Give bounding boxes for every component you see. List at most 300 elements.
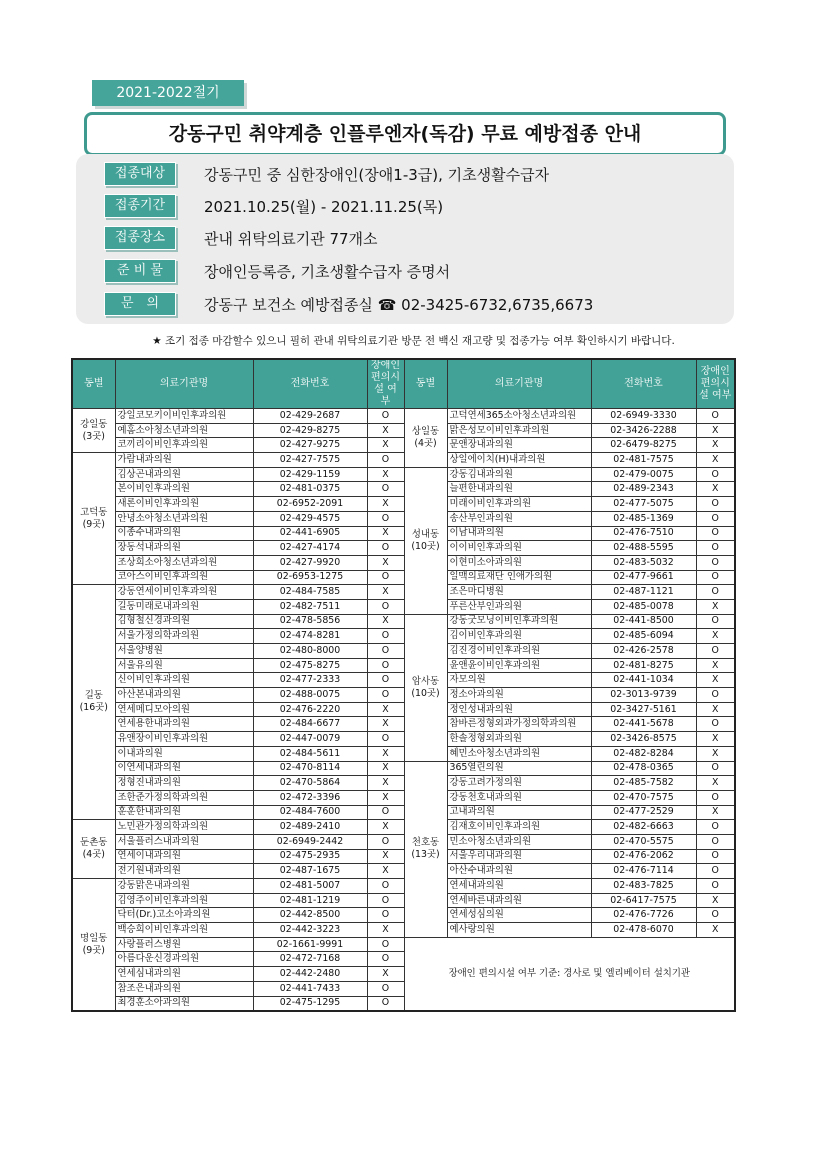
clinic-phone: 02-484-6677	[253, 717, 367, 732]
table-row	[72, 541, 735, 556]
clinic-phone: 02-485-0078	[591, 599, 696, 614]
clinic-phone: 02-442-3223	[253, 923, 367, 938]
clinic-name: 예사랑의원	[447, 923, 591, 938]
clinic-name: 혜민소아청소년과의원	[447, 746, 591, 761]
clinic-name: 윤앤윤이비인후과의원	[447, 658, 591, 673]
accessible-flag: O	[367, 511, 404, 526]
clinic-phone: 02-489-2343	[591, 482, 696, 497]
accessible-flag: X	[696, 923, 735, 938]
clinic-name: 조한준가정의학과의원	[115, 790, 253, 805]
table-row	[72, 908, 735, 923]
clinic-name: 연세심내과의원	[115, 967, 253, 982]
accessible-flag: O	[696, 864, 735, 879]
clinic-name: 백승희이비인후과의원	[115, 923, 253, 938]
clinic-name: 김상곤내과의원	[115, 467, 253, 482]
accessible-flag: O	[696, 717, 735, 732]
accessible-flag: X	[696, 482, 735, 497]
accessible-flag: O	[367, 673, 404, 688]
clinic-phone: 02-6952-2091	[253, 497, 367, 512]
accessible-flag: O	[367, 541, 404, 556]
dong-cell: 길동 (16곳)	[72, 585, 115, 820]
clinic-phone: 02-487-1675	[253, 864, 367, 879]
footnote-cell: 장애인 편의시설 여부 기준: 경사로 및 엘리베이터 설치기관	[404, 937, 735, 1011]
notice-text: ★ 조기 접종 마감할수 있으니 필히 관내 위탁의료기관 방문 전 백신 재고량 및 접종가능 여부 확인하시기 바랍니다.	[152, 335, 675, 347]
table-row	[72, 673, 735, 688]
clinic-name: 연세용한내과의원	[115, 717, 253, 732]
accessible-flag: X	[696, 893, 735, 908]
accessible-flag: X	[367, 585, 404, 600]
accessible-flag: X	[367, 702, 404, 717]
clinic-name: 푸른산부인과의원	[447, 599, 591, 614]
accessible-flag: X	[367, 776, 404, 791]
clinic-phone: 02-475-1295	[253, 996, 367, 1011]
table-row	[72, 732, 735, 747]
info-label: 문 의	[104, 292, 176, 316]
accessible-flag: X	[696, 423, 735, 438]
accessible-flag: O	[367, 805, 404, 820]
header-accessible: 장애인편의시설 여부	[696, 359, 735, 409]
clinic-name: 최경훈소아과의원	[115, 996, 253, 1011]
clinic-name: 문앤장내과의원	[447, 438, 591, 453]
accessible-flag: O	[367, 482, 404, 497]
table-row	[72, 555, 735, 570]
clinic-name: 연세메디모아의원	[115, 702, 253, 717]
accessible-flag: O	[696, 541, 735, 556]
clinic-phone: 02-485-1369	[591, 511, 696, 526]
accessible-flag: O	[696, 614, 735, 629]
clinic-phone: 02-481-5007	[253, 879, 367, 894]
clinic-name: 이남내과의원	[447, 526, 591, 541]
accessible-flag: X	[367, 746, 404, 761]
accessible-flag: O	[367, 453, 404, 468]
clinic-name: 강동김내과의원	[447, 467, 591, 482]
clinic-phone: 02-475-2935	[253, 849, 367, 864]
accessible-flag: O	[367, 908, 404, 923]
clinic-phone: 02-481-0375	[253, 482, 367, 497]
clinic-name: 훈훈한내과의원	[115, 805, 253, 820]
table-row	[72, 614, 735, 629]
table-row	[72, 834, 735, 849]
dong-cell: 천호동 (13곳)	[404, 761, 447, 937]
accessible-flag: X	[367, 423, 404, 438]
clinic-phone: 02-479-0075	[591, 467, 696, 482]
accessible-flag: X	[696, 702, 735, 717]
clinic-phone: 02-6479-8275	[591, 438, 696, 453]
clinic-name: 강동천호내과의원	[447, 790, 591, 805]
accessible-flag: O	[367, 570, 404, 585]
clinic-name: 서울가정의학과의원	[115, 629, 253, 644]
accessible-flag: X	[696, 805, 735, 820]
table-row	[72, 453, 735, 468]
table-row	[72, 820, 735, 835]
clinic-phone: 02-442-2480	[253, 967, 367, 982]
accessible-flag: X	[367, 526, 404, 541]
clinic-name: 고내과의원	[447, 805, 591, 820]
clinic-phone: 02-470-7575	[591, 790, 696, 805]
info-row-period	[104, 190, 443, 222]
clinic-phone: 02-441-7433	[253, 981, 367, 996]
clinic-phone: 02-427-7575	[253, 453, 367, 468]
table-row	[72, 717, 735, 732]
clinic-name: 강동굿모닝이비인후과의원	[447, 614, 591, 629]
accessible-flag: O	[367, 952, 404, 967]
clinic-phone: 02-427-9920	[253, 555, 367, 570]
info-value: 강동구민 중 심한장애인(장애1-3급), 기초생활수급자	[204, 165, 550, 184]
clinic-phone: 02-429-1159	[253, 467, 367, 482]
header-dong: 동별	[404, 359, 447, 409]
accessible-flag: O	[367, 937, 404, 952]
accessible-flag: O	[696, 555, 735, 570]
clinic-phone: 02-427-9275	[253, 438, 367, 453]
accessible-flag: O	[367, 629, 404, 644]
clinic-phone: 02-3426-2288	[591, 423, 696, 438]
dong-cell: 강일동 (3곳)	[72, 409, 115, 453]
clinic-name: 전기원내과의원	[115, 864, 253, 879]
accessible-flag: X	[696, 599, 735, 614]
table-row	[72, 423, 735, 438]
clinic-phone: 02-476-2062	[591, 849, 696, 864]
dong-cell: 암사동 (10곳)	[404, 614, 447, 761]
clinic-phone: 02-429-4575	[253, 511, 367, 526]
accessible-flag: O	[696, 820, 735, 835]
clinic-name: 조상희소아청소년과의원	[115, 555, 253, 570]
accessible-flag: O	[367, 981, 404, 996]
clinic-phone: 02-478-6070	[591, 923, 696, 938]
header-clinic: 의료기관명	[447, 359, 591, 409]
clinic-phone: 02-441-6905	[253, 526, 367, 541]
header-dong: 동별	[72, 359, 115, 409]
dong-cell: 둔촌동 (4곳)	[72, 820, 115, 879]
clinic-name: 상일에이치(H)내과의원	[447, 453, 591, 468]
clinic-name: 본이비인후과의원	[115, 482, 253, 497]
clinic-phone: 02-6953-1275	[253, 570, 367, 585]
clinic-phone: 02-481-8275	[591, 658, 696, 673]
clinic-name: 서울우리내과의원	[447, 849, 591, 864]
accessible-flag: X	[367, 864, 404, 879]
clinic-name: 미래이비인후과의원	[447, 497, 591, 512]
clinic-name: 강동맑은내과의원	[115, 879, 253, 894]
clinic-phone: 02-481-1219	[253, 893, 367, 908]
clinic-name: 이내과의원	[115, 746, 253, 761]
accessible-flag: O	[696, 585, 735, 600]
accessible-flag: X	[696, 629, 735, 644]
accessible-flag: O	[367, 409, 404, 424]
clinic-name: 연세내과의원	[447, 879, 591, 894]
accessible-flag: X	[367, 467, 404, 482]
clinic-name: 고덕연세365소아청소년과의원	[447, 409, 591, 424]
info-row-target	[104, 158, 549, 190]
table-row	[72, 497, 735, 512]
clinic-phone: 02-476-2220	[253, 702, 367, 717]
clinic-phone: 02-476-7114	[591, 864, 696, 879]
table-row	[72, 511, 735, 526]
clinic-phone: 02-476-7726	[591, 908, 696, 923]
clinic-phone: 02-447-0079	[253, 732, 367, 747]
clinic-name: 안녕소아청소년과의원	[115, 511, 253, 526]
clinic-name: 민소아청소년과의원	[447, 834, 591, 849]
accessible-flag: O	[367, 599, 404, 614]
clinic-phone: 02-488-0075	[253, 688, 367, 703]
accessible-flag: O	[696, 849, 735, 864]
clinic-name: 연세성심의원	[447, 908, 591, 923]
clinic-phone: 02-472-3396	[253, 790, 367, 805]
info-label: 준 비 물	[104, 259, 176, 283]
clinic-phone: 02-482-7511	[253, 599, 367, 614]
clinic-phone: 02-485-7582	[591, 776, 696, 791]
table-row	[72, 937, 735, 952]
accessible-flag: X	[696, 776, 735, 791]
table-row	[72, 702, 735, 717]
accessible-flag: X	[367, 497, 404, 512]
info-label: 접종장소	[104, 226, 176, 250]
clinic-phone: 02-477-2529	[591, 805, 696, 820]
dong-cell: 명일동 (9곳)	[72, 879, 115, 1012]
clinic-name: 연세바른내과의원	[447, 893, 591, 908]
clinic-name: 참바른정형외과가정의학과의원	[447, 717, 591, 732]
clinic-name: 강동고려가정의원	[447, 776, 591, 791]
accessible-flag: O	[696, 834, 735, 849]
clinic-phone: 02-487-1121	[591, 585, 696, 600]
table-row	[72, 746, 735, 761]
accessible-flag: O	[367, 732, 404, 747]
table-row	[72, 526, 735, 541]
accessible-flag: X	[367, 820, 404, 835]
clinic-name: 아름다운신경과의원	[115, 952, 253, 967]
clinic-name: 예홈소아청소년과의원	[115, 423, 253, 438]
info-value: 장애인등록증, 기초생활수급자 증명서	[204, 262, 451, 281]
clinic-name: 사랑플러스병원	[115, 937, 253, 952]
clinic-table	[71, 358, 736, 1012]
accessible-flag: O	[696, 908, 735, 923]
clinic-name: 정소아과의원	[447, 688, 591, 703]
clinic-name: 김진경이비인후과의원	[447, 644, 591, 659]
clinic-name: 김영주이비인후과의원	[115, 893, 253, 908]
clinic-name: 신이비인후과의원	[115, 673, 253, 688]
clinic-name: 맑은성모이비인후과의원	[447, 423, 591, 438]
table-row	[72, 467, 735, 482]
table-header-row	[72, 359, 735, 409]
clinic-phone: 02-484-7600	[253, 805, 367, 820]
clinic-phone: 02-3427-5161	[591, 702, 696, 717]
clinic-phone: 02-427-4174	[253, 541, 367, 556]
dong-cell: 상일동 (4곳)	[404, 409, 447, 468]
header-accessible: 장애인편의시설 여부	[367, 359, 404, 409]
accessible-flag: O	[367, 644, 404, 659]
header-phone: 전화번호	[253, 359, 367, 409]
clinic-name: 참조은내과의원	[115, 981, 253, 996]
clinic-phone: 02-484-5611	[253, 746, 367, 761]
clinic-phone: 02-483-7825	[591, 879, 696, 894]
clinic-phone: 02-477-9661	[591, 570, 696, 585]
clinic-phone: 02-3426-8575	[591, 732, 696, 747]
clinic-phone: 02-474-8281	[253, 629, 367, 644]
clinic-name: 이이비인후과의원	[447, 541, 591, 556]
accessible-flag: X	[696, 732, 735, 747]
accessible-flag: O	[696, 526, 735, 541]
accessible-flag: O	[367, 893, 404, 908]
dong-cell: 성내동 (10곳)	[404, 467, 447, 614]
clinic-name: 장동석내과의원	[115, 541, 253, 556]
clinic-name: 아산본내과의원	[115, 688, 253, 703]
accessible-flag: X	[367, 849, 404, 864]
clinic-name: 서울양병원	[115, 644, 253, 659]
accessible-flag: X	[696, 746, 735, 761]
table-row	[72, 790, 735, 805]
clinic-name: 서울유의원	[115, 658, 253, 673]
accessible-flag: X	[696, 438, 735, 453]
clinic-phone: 02-484-7585	[253, 585, 367, 600]
clinic-name: 닥터(Dr.)고소아과의원	[115, 908, 253, 923]
accessible-flag: X	[367, 614, 404, 629]
info-value: 관내 위탁의료기관 77개소	[204, 229, 378, 248]
clinic-name: 자모의원	[447, 673, 591, 688]
clinic-phone: 02-470-5864	[253, 776, 367, 791]
table-row	[72, 688, 735, 703]
info-label: 접종기간	[104, 194, 176, 218]
clinic-name: 조은마디병원	[447, 585, 591, 600]
clinic-phone: 02-6949-3330	[591, 409, 696, 424]
season-badge: 2021-2022절기	[92, 80, 244, 106]
clinic-name: 송산부인과의원	[447, 511, 591, 526]
clinic-phone: 02-485-6094	[591, 629, 696, 644]
clinic-name: 길동미래로내과의원	[115, 599, 253, 614]
clinic-name: 김재호이비인후과의원	[447, 820, 591, 835]
clinic-phone: 02-482-8284	[591, 746, 696, 761]
accessible-flag: X	[696, 673, 735, 688]
accessible-flag: O	[696, 790, 735, 805]
clinic-name: 강일코모키이비인후과의원	[115, 409, 253, 424]
info-value: 강동구 보건소 예방접종실 ☎ 02-3425-6732,6735,6673	[204, 295, 594, 314]
accessible-flag: O	[696, 688, 735, 703]
info-label: 접종대상	[104, 162, 176, 186]
accessible-flag: O	[367, 688, 404, 703]
clinic-phone: 02-475-8275	[253, 658, 367, 673]
clinic-phone: 02-480-8000	[253, 644, 367, 659]
accessible-flag: X	[367, 761, 404, 776]
page-title: 강동구민 취약계층 인플루엔자(독감) 무료 예방접종 안내	[84, 112, 726, 156]
info-box	[76, 154, 734, 324]
clinic-name: 새론이비인후과의원	[115, 497, 253, 512]
clinic-phone: 02-429-2687	[253, 409, 367, 424]
clinic-phone: 02-472-7168	[253, 952, 367, 967]
table-row	[72, 923, 735, 938]
clinic-name: 유앤장이비인후과의원	[115, 732, 253, 747]
table-row	[72, 864, 735, 879]
clinic-phone: 02-441-8500	[591, 614, 696, 629]
clinic-name: 늘편한내과의원	[447, 482, 591, 497]
accessible-flag: X	[367, 923, 404, 938]
accessible-flag: O	[696, 497, 735, 512]
header-phone: 전화번호	[591, 359, 696, 409]
accessible-flag: X	[696, 658, 735, 673]
clinic-name: 정인성내과의원	[447, 702, 591, 717]
clinic-name: 강동연세이비인후과의원	[115, 585, 253, 600]
table-row	[72, 761, 735, 776]
accessible-flag: X	[367, 967, 404, 982]
table-row	[72, 438, 735, 453]
accessible-flag: O	[367, 879, 404, 894]
accessible-flag: O	[696, 644, 735, 659]
clinic-phone: 02-470-8114	[253, 761, 367, 776]
clinic-name: 365열린의원	[447, 761, 591, 776]
clinic-phone: 02-478-5856	[253, 614, 367, 629]
clinic-phone: 02-489-2410	[253, 820, 367, 835]
clinic-phone: 02-477-5075	[591, 497, 696, 512]
clinic-phone: 02-482-6663	[591, 820, 696, 835]
clinic-phone: 02-441-5678	[591, 717, 696, 732]
clinic-phone: 02-3013-9739	[591, 688, 696, 703]
clinic-name: 서울플러스내과의원	[115, 834, 253, 849]
clinic-phone: 02-470-5575	[591, 834, 696, 849]
info-row-documents	[104, 255, 450, 287]
clinic-phone: 02-488-5595	[591, 541, 696, 556]
clinic-phone: 02-1661-9991	[253, 937, 367, 952]
clinic-name: 가람내과의원	[115, 453, 253, 468]
accessible-flag: X	[696, 453, 735, 468]
accessible-flag: X	[367, 790, 404, 805]
clinic-phone: 02-429-8275	[253, 423, 367, 438]
clinic-name: 연세이내과의원	[115, 849, 253, 864]
table-row	[72, 805, 735, 820]
clinic-name: 이종수내과의원	[115, 526, 253, 541]
table-row	[72, 409, 735, 424]
clinic-phone: 02-6417-7575	[591, 893, 696, 908]
table-row	[72, 776, 735, 791]
info-row-contact	[104, 288, 593, 320]
table-row	[72, 893, 735, 908]
clinic-name: 노민관가정의학과의원	[115, 820, 253, 835]
table-row	[72, 599, 735, 614]
clinic-phone: 02-442-8500	[253, 908, 367, 923]
info-row-place	[104, 222, 378, 254]
clinic-phone: 02-483-5032	[591, 555, 696, 570]
header-clinic: 의료기관명	[115, 359, 253, 409]
accessible-flag: X	[367, 438, 404, 453]
clinic-name: 일맥의료재단 인애가의원	[447, 570, 591, 585]
clinic-phone: 02-481-7575	[591, 453, 696, 468]
clinic-phone: 02-441-1034	[591, 673, 696, 688]
clinic-name: 이현미소아과의원	[447, 555, 591, 570]
clinic-phone: 02-478-0365	[591, 761, 696, 776]
accessible-flag: O	[696, 511, 735, 526]
clinic-name: 김이비인후과의원	[447, 629, 591, 644]
accessible-flag: X	[367, 717, 404, 732]
clinic-name: 코끼리이비인후과의원	[115, 438, 253, 453]
clinic-name: 한솔정형외과의원	[447, 732, 591, 747]
info-value: 2021.10.25(월) - 2021.11.25(목)	[204, 197, 444, 216]
accessible-flag: O	[367, 834, 404, 849]
clinic-name: 김형철신경과의원	[115, 614, 253, 629]
accessible-flag: O	[367, 658, 404, 673]
clinic-phone: 02-477-2333	[253, 673, 367, 688]
table-row	[72, 849, 735, 864]
accessible-flag: O	[367, 996, 404, 1011]
table-row	[72, 658, 735, 673]
clinic-name: 아산수내과의원	[447, 864, 591, 879]
table-row	[72, 482, 735, 497]
clinic-phone: 02-6949-2442	[253, 834, 367, 849]
table-row	[72, 570, 735, 585]
accessible-flag: O	[696, 879, 735, 894]
clinic-name: 이연세내과의원	[115, 761, 253, 776]
dong-cell: 고덕동 (9곳)	[72, 453, 115, 585]
table-row	[72, 585, 735, 600]
accessible-flag: O	[696, 467, 735, 482]
clinic-phone: 02-426-2578	[591, 644, 696, 659]
clinic-phone: 02-476-7510	[591, 526, 696, 541]
table-body	[72, 409, 735, 1012]
accessible-flag: X	[367, 555, 404, 570]
